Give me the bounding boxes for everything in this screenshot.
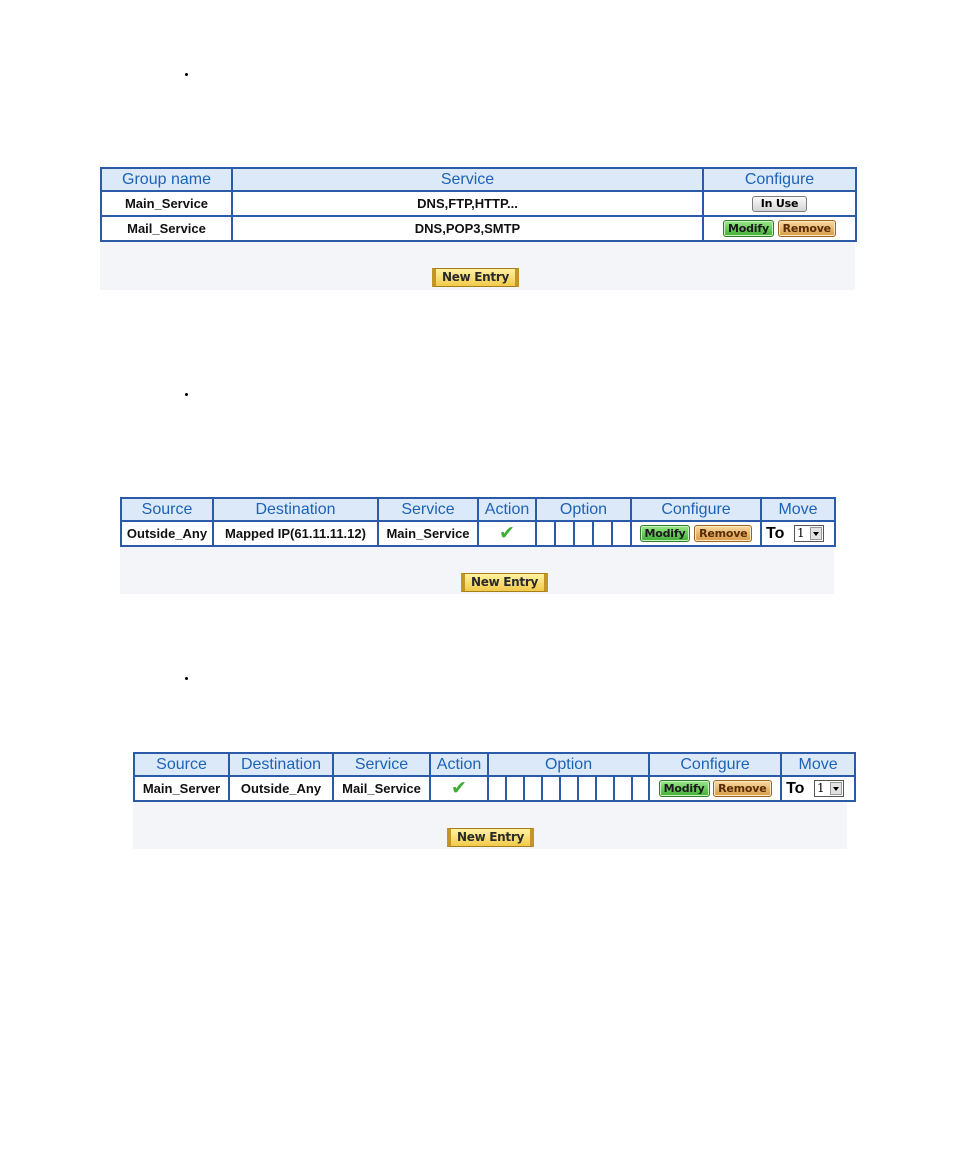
action-cell	[430, 776, 488, 801]
table-row	[101, 216, 856, 241]
table-header-row	[121, 498, 835, 521]
table-row	[121, 521, 835, 546]
move-to-label: To	[786, 779, 805, 797]
modify-button[interactable]: Modify	[723, 220, 774, 237]
move-select[interactable]	[794, 525, 824, 542]
new-entry-button[interactable]: New Entry	[432, 268, 519, 287]
destination-cell: Mapped IP(61.11.11.12)	[213, 521, 378, 546]
table-header-row	[134, 753, 855, 776]
configure-cell	[703, 191, 856, 216]
header-service: Service	[333, 753, 430, 776]
header-configure: Configure	[649, 753, 781, 776]
header-configure: Configure	[631, 498, 761, 521]
move-cell	[781, 776, 855, 801]
outgoing-policy-table	[133, 752, 856, 802]
service-cell: Main_Service	[378, 521, 478, 546]
option-cell	[632, 776, 649, 801]
header-move: Move	[781, 753, 855, 776]
modify-button[interactable]: Modify	[659, 780, 710, 797]
check-icon: ✔	[451, 778, 467, 799]
source-cell: Main_Server	[134, 776, 229, 801]
remove-button[interactable]: Remove	[778, 220, 836, 237]
option-cell	[593, 521, 612, 546]
move-cell	[761, 521, 835, 546]
header-service: Service	[232, 168, 703, 191]
option-cell	[488, 776, 506, 801]
remove-button[interactable]: Remove	[713, 780, 771, 797]
header-option: Option	[536, 498, 631, 521]
group-name-cell: Main_Service	[101, 191, 232, 216]
option-cell	[555, 521, 574, 546]
configure-cell	[631, 521, 761, 546]
bullet-3	[185, 677, 188, 680]
bullet-1	[185, 73, 188, 76]
move-select[interactable]	[814, 780, 844, 797]
header-option: Option	[488, 753, 649, 776]
new-entry-button[interactable]: New Entry	[447, 828, 534, 847]
dropdown-arrow-icon[interactable]	[810, 527, 822, 540]
header-destination: Destination	[229, 753, 333, 776]
header-action: Action	[430, 753, 488, 776]
modify-button[interactable]: Modify	[640, 525, 691, 542]
option-cell	[614, 776, 632, 801]
header-destination: Destination	[213, 498, 378, 521]
move-select-value: 1	[817, 781, 825, 795]
check-icon: ✔	[499, 523, 515, 544]
configure-cell	[703, 216, 856, 241]
option-cell	[524, 776, 542, 801]
service-cell: DNS,POP3,SMTP	[232, 216, 703, 241]
destination-cell: Outside_Any	[229, 776, 333, 801]
configure-cell	[649, 776, 781, 801]
in-use-button[interactable]: In Use	[752, 196, 808, 212]
source-cell: Outside_Any	[121, 521, 213, 546]
header-source: Source	[121, 498, 213, 521]
table-header-row	[101, 168, 856, 191]
option-cell	[542, 776, 560, 801]
option-cell	[578, 776, 596, 801]
header-service: Service	[378, 498, 478, 521]
service-cell: DNS,FTP,HTTP...	[232, 191, 703, 216]
option-cell	[574, 521, 593, 546]
option-cell	[596, 776, 614, 801]
new-entry-button[interactable]: New Entry	[461, 573, 548, 592]
header-source: Source	[134, 753, 229, 776]
option-cell	[612, 521, 631, 546]
header-group-name: Group name	[101, 168, 232, 191]
option-cell	[560, 776, 578, 801]
incoming-policy-table	[120, 497, 836, 547]
bullet-2	[185, 393, 188, 396]
table-row	[134, 776, 855, 801]
table-row	[101, 191, 856, 216]
dropdown-arrow-icon[interactable]	[830, 782, 842, 795]
header-move: Move	[761, 498, 835, 521]
service-group-table	[100, 167, 857, 242]
service-cell: Mail_Service	[333, 776, 430, 801]
remove-button[interactable]: Remove	[694, 525, 752, 542]
move-to-label: To	[766, 524, 785, 542]
option-cell	[506, 776, 524, 801]
group-name-cell: Mail_Service	[101, 216, 232, 241]
header-action: Action	[478, 498, 536, 521]
header-configure: Configure	[703, 168, 856, 191]
action-cell	[478, 521, 536, 546]
move-select-value: 1	[796, 526, 805, 540]
option-cell	[536, 521, 555, 546]
